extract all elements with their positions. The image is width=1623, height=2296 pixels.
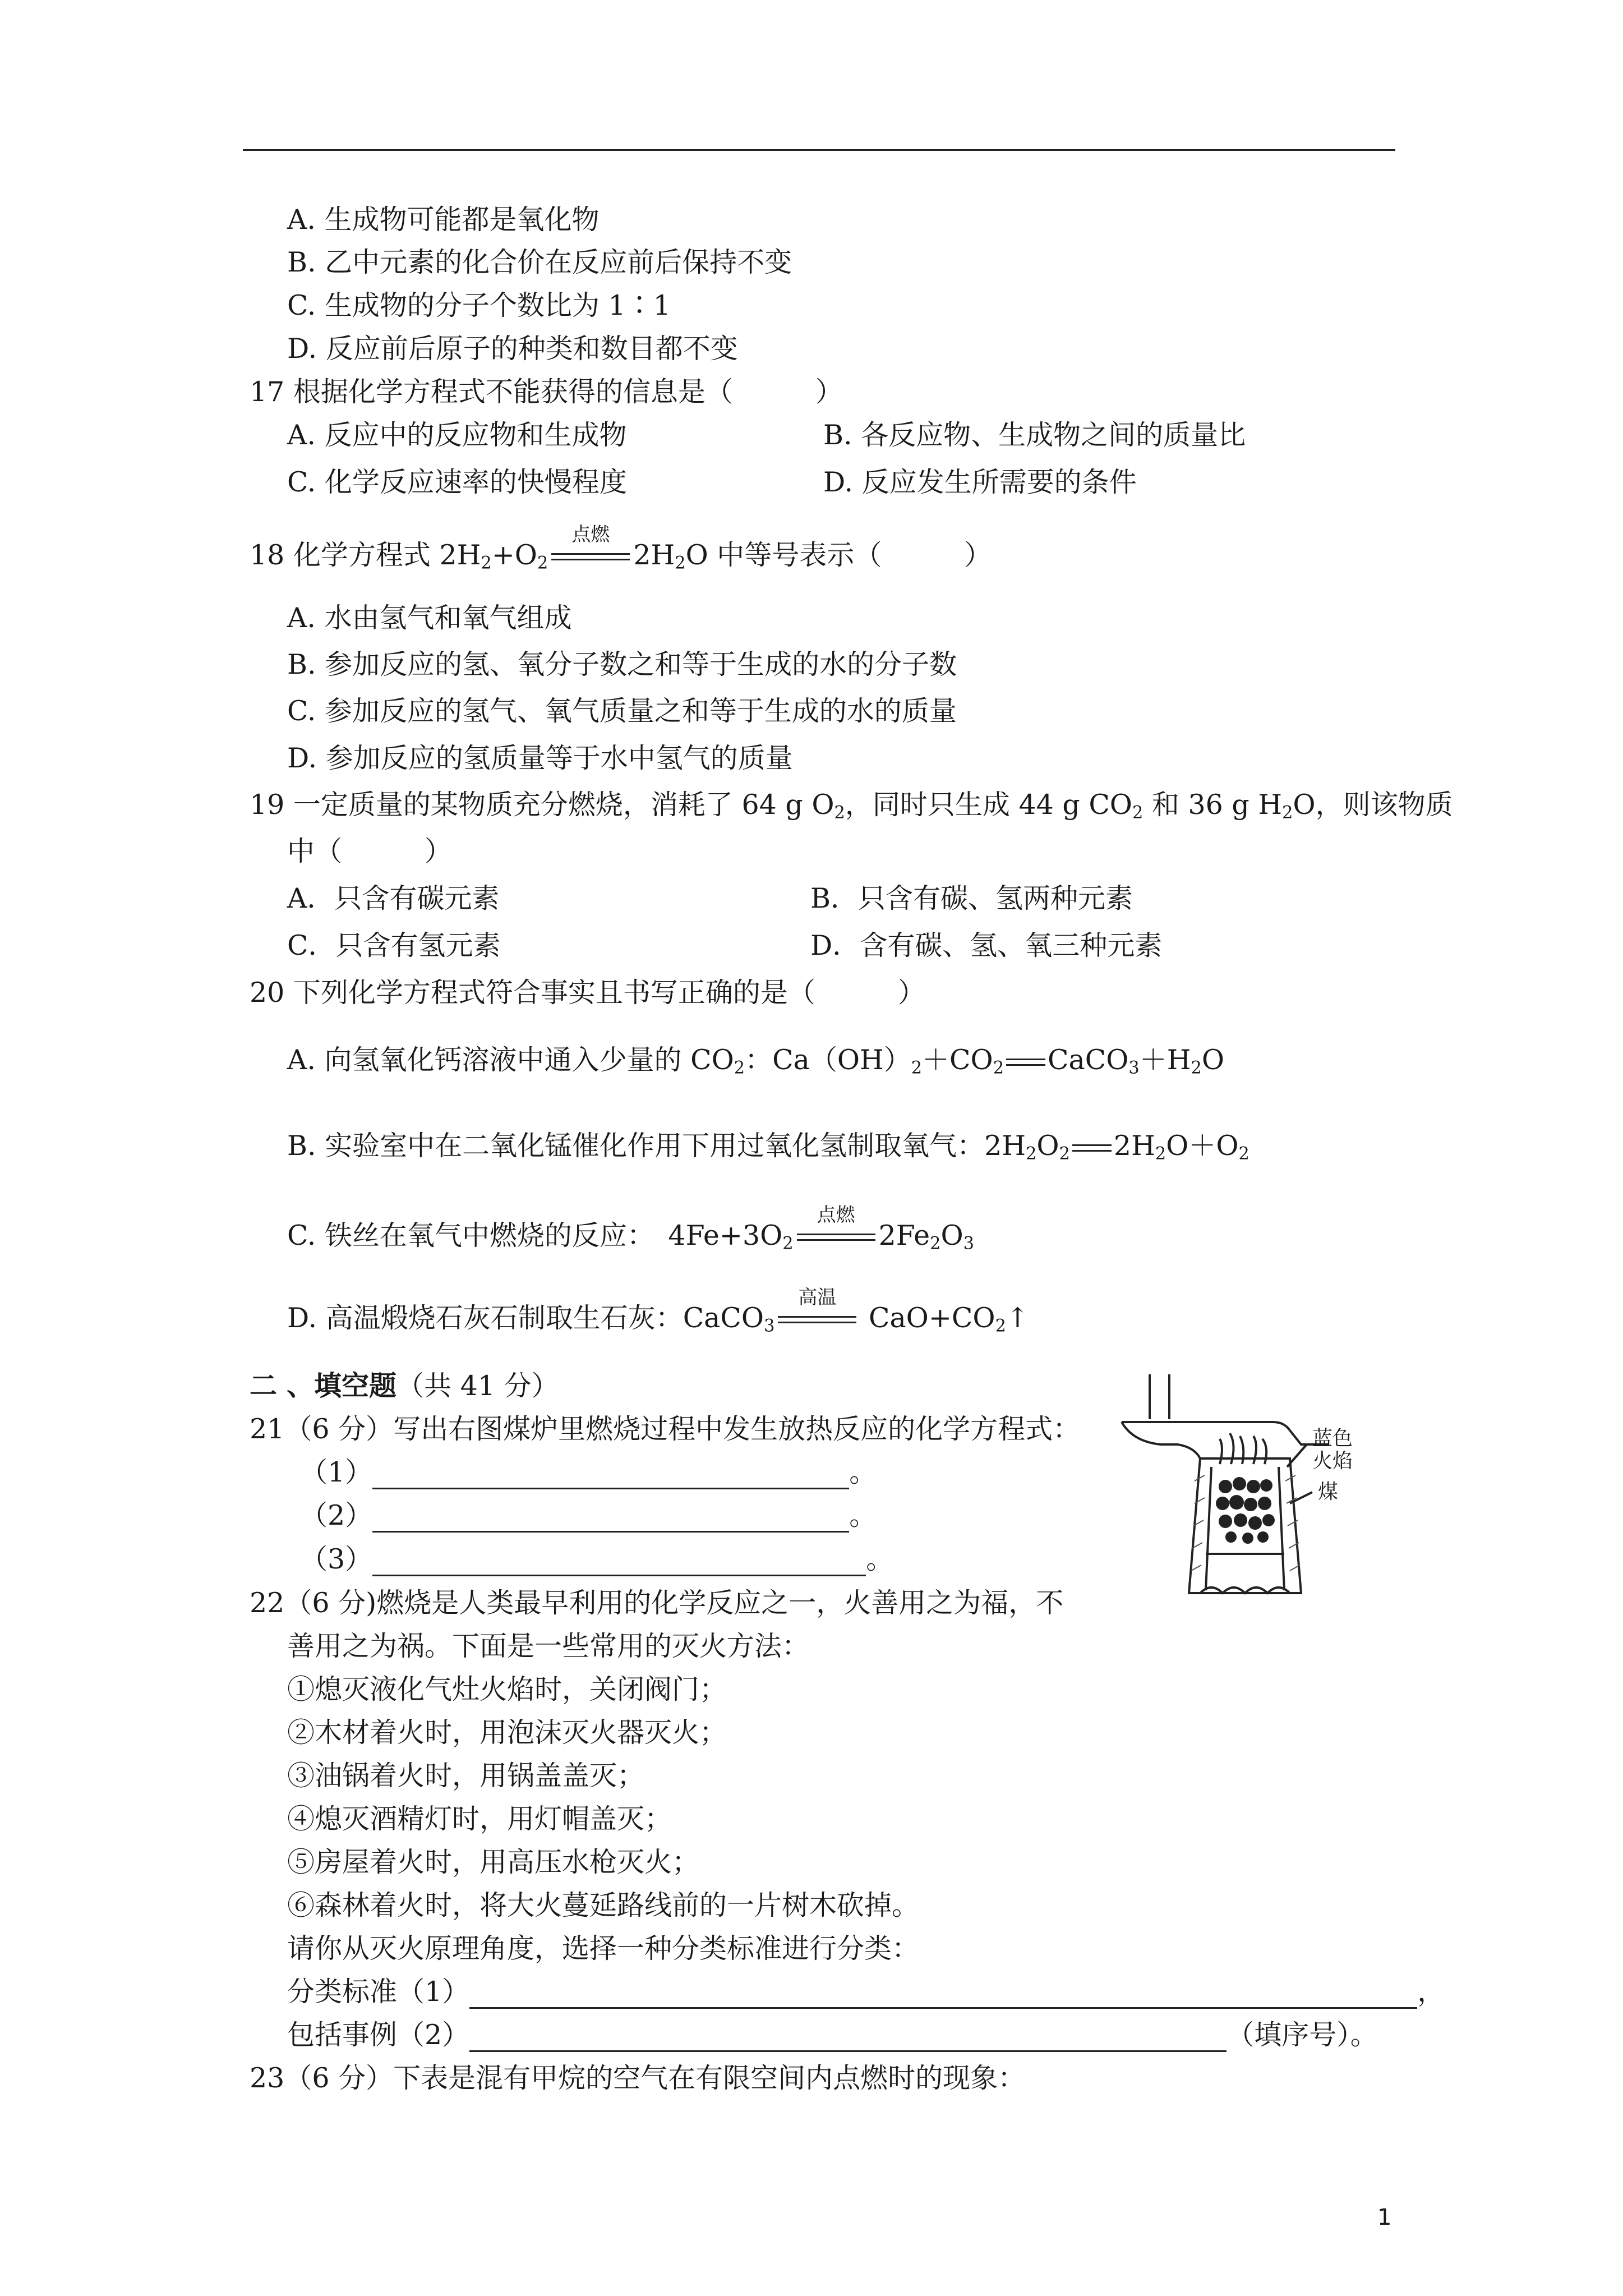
equals-sign: [1006, 1054, 1045, 1071]
q22-item-4: ④熄灭酒精灯时，用灯帽盖灭；: [287, 1803, 672, 1835]
q18-equals-sign: 点燃: [551, 546, 630, 569]
q20-option-c: C. 铁丝在氧气中燃烧的反应： $4Fe+3O_2$ 点燃 $2Fe_2O_3$: [287, 1203, 974, 1254]
q22-stem-2: 善用之为祸。下面是一些常用的灭火方法：: [287, 1630, 810, 1662]
q22-prompt: 请你从灭火原理角度，选择一种分类标准进行分类：: [287, 1932, 920, 1964]
q18-option-a: A. 水由氢气和氧气组成: [287, 602, 572, 634]
q17-option-c: C. 化学反应速率的快慢程度: [287, 466, 627, 498]
q21-stem: 21（6 分）写出右图煤炉里燃烧过程中发生放热反应的化学方程式：: [250, 1413, 1081, 1445]
q22-item-2: ②木材着火时，用泡沫灭火器灭火；: [287, 1717, 727, 1749]
q20-option-b: B. 实验室中在二氧化锰催化作用下用过氧化氢制取氧气：$2H_2O_2$ $2H_2O+O_2$: [287, 1130, 1249, 1164]
q18-option-d: D. 参加反应的氢质量等于水中氢气的质量: [287, 742, 793, 774]
q19-option-b: B．只含有碳、氢两种元素: [810, 882, 1133, 914]
q22-item-5: ⑤房屋着火时，用高压水枪灭火；: [287, 1846, 700, 1878]
section-heading: 二 、填空题（共 41 分）: [250, 1369, 559, 1402]
q22-blank-2: 包括事例（2） （填序号）。: [287, 2019, 1378, 2051]
q17-option-d: D. 反应发生所需要的条件: [823, 466, 1137, 498]
equals-sign: 高温: [778, 1309, 856, 1332]
q18-option-c: C. 参加反应的氢气、氧气质量之和等于生成的水的质量: [287, 695, 957, 727]
q20-option-d: D. 高温煅烧石灰石制取生石灰：CaCO$_3$ 高温 $CaO+CO_2↑$: [287, 1286, 1029, 1336]
q16-option-d: D. 反应前后原子的种类和数目都不变: [287, 333, 738, 365]
q16-option-c: C. 生成物的分子个数比为 1∶1: [287, 289, 671, 321]
q19-option-c: C．只含有氢元素: [287, 930, 501, 961]
q22-blank-1: 分类标准（1） ，: [287, 1976, 1445, 2008]
header-rule: [243, 149, 1395, 151]
q18-stem: 18 化学方程式 $2H_2+O_2$ 点燃 $2H_2O$ 中等号表示（ ）: [250, 523, 992, 573]
page-number: 1: [1377, 2205, 1392, 2230]
q22-item-1: ①熄灭液化气灶火焰时，关闭阀门；: [287, 1673, 727, 1705]
equals-sign: [1072, 1140, 1112, 1157]
coal-stove-illustration: [1116, 1369, 1430, 1604]
q19-option-a: A．只含有碳元素: [287, 882, 500, 914]
figure-label-flame: 火焰: [1312, 1450, 1353, 1473]
q17-option-b: B. 各反应物、生成物之间的质量比: [823, 419, 1246, 451]
coal-stove-figure: [1116, 1369, 1430, 1604]
q16-option-b: B. 乙中元素的化合价在反应前后保持不变: [287, 246, 792, 278]
q20-option-a: A. 向氢氧化钙溶液中通入少量的 $CO_2$：$Ca(OH)_2+CO_2$ $CaCO_3+H_2O$: [287, 1044, 1224, 1078]
q17-stem: 17 根据化学方程式不能获得的信息是（ ）: [250, 376, 843, 408]
q21-blank-1: （1） 。: [300, 1456, 877, 1488]
q18-option-b: B. 参加反应的氢、氧分子数之和等于生成的水的分子数: [287, 648, 957, 680]
q17-option-a: A. 反应中的反应物和生成物: [287, 419, 627, 451]
q20-stem: 20 下列化学方程式符合事实且书写正确的是（ ）: [250, 977, 925, 1009]
figure-label-blue: 蓝色: [1312, 1427, 1353, 1450]
figure-label-coal: 煤: [1318, 1480, 1339, 1503]
q21-blank-2: （2） 。: [300, 1499, 877, 1531]
q16-option-a: A. 生成物可能都是氧化物: [287, 204, 600, 236]
q19-stem-cont: 中（ ）: [287, 835, 453, 867]
q19-option-d: D．含有碳、氢、氧三种元素: [810, 930, 1163, 961]
q22-stem-1: 22（6 分)燃烧是人类最早利用的化学反应之一，火善用之为福，不: [250, 1587, 1064, 1619]
equals-sign: 点燃: [797, 1227, 875, 1249]
q23-stem: 23（6 分）下表是混有甲烷的空气在有限空间内点燃时的现象：: [250, 2062, 1026, 2094]
q22-item-3: ③油锅着火时，用锅盖盖灭；: [287, 1760, 645, 1792]
q22-item-6: ⑥森林着火时，将大火蔓延路线前的一片树木砍掉。: [287, 1889, 920, 1921]
q19-stem: 19 一定质量的某物质充分燃烧，消耗了 64 g $O_2$，同时只生成 44 g $CO_2$ 和 36 g $H_2O$，则该物质: [250, 789, 1453, 823]
q21-blank-3: （3） 。: [300, 1543, 894, 1575]
